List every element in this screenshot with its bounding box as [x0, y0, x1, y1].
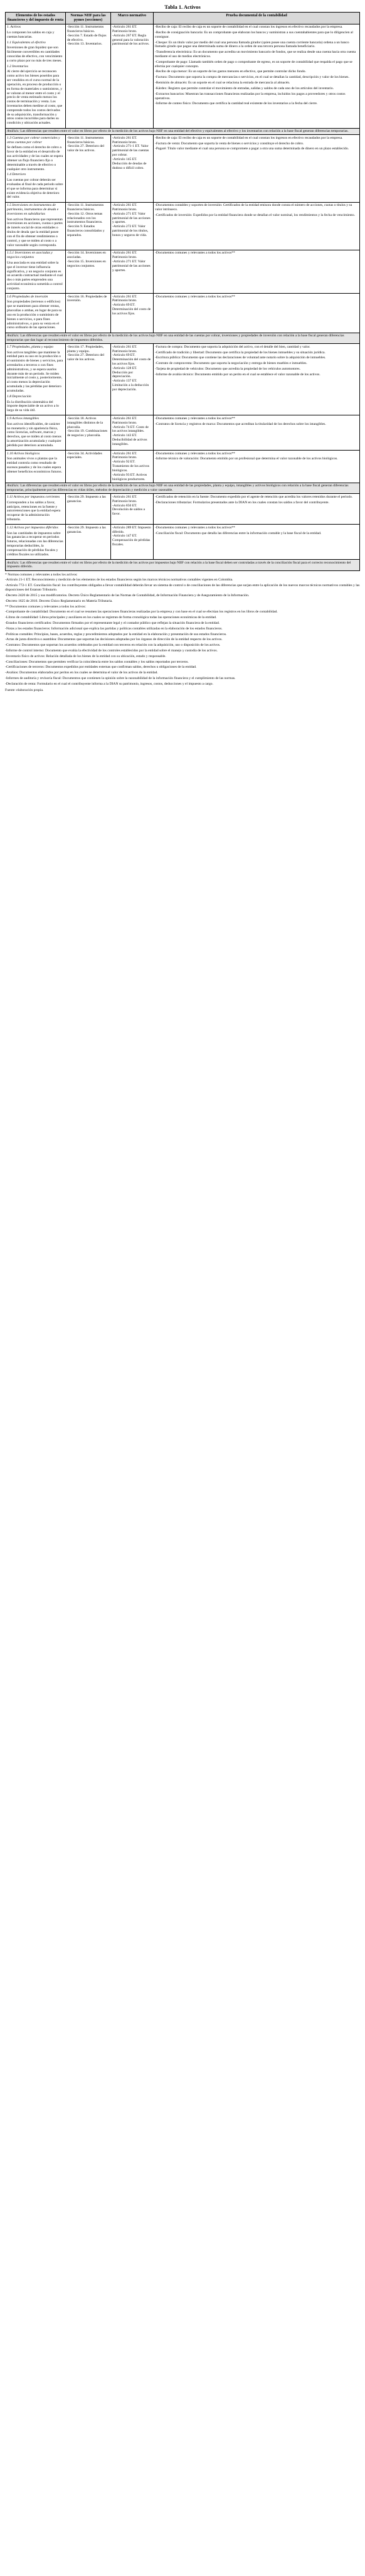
prueba-paragraph: -Documentos comunes y relevantes a todos los activos** [155, 525, 235, 530]
cell-marco [111, 525, 154, 560]
cell-prueba [154, 415, 360, 451]
cell-elemento [6, 344, 66, 415]
cell-prueba [154, 344, 360, 415]
footnote-line: -Conciliaciones: Documentos que permiten verificar la coincidencia entre los saldos contables y los saldos reportados por terceros. [5, 660, 189, 664]
table-row [6, 135, 360, 202]
prueba-paragraph: -Comprobante de pago: Llamado también orden de pago o comprobante de egreso, es un soporte de contabilidad que respalda el pago que se efectúa por cualquier concepto. [155, 60, 352, 68]
cell-secciones [66, 344, 111, 415]
prueba-paragraph: -Informe de avalúo técnico: Documento emitido por un perito en el cual se establece el valor razonable de los activos. [155, 372, 320, 377]
cell-secciones [66, 294, 111, 333]
source-text: Fuente: elaboración propia. [5, 688, 44, 692]
elemento-paragraph: Son animales vivos o plantas que la entidad controla como resultado de sucesos pasados y de los cuales espera obtener beneficios económicos futuros. [7, 457, 62, 474]
seccion-line: -Sección 29. Impuesto a las ganancias. [67, 525, 106, 534]
elemento-paragraph: Corresponden a los saldos a favor, anticipos, retenciones en la fuente y autorretenciones que la entidad espera recuperar de la administración tributaria. [7, 500, 61, 521]
table-row [6, 451, 360, 483]
prueba-paragraph: -Recibo de caja: El recibo de caja es un soporte de contabilidad en el cual constan los ingresos en efectivo recaudados por la empresa. [155, 25, 343, 29]
seccion-line: -Sección 7. Estado de flujos de efectivo. [67, 33, 107, 42]
seccion-line: -Sección 12. Otros temas relacionados con los instrumentos financieros. [67, 211, 103, 225]
cell-prueba [154, 451, 360, 483]
footnote-line: -Decreto 1625 de 2016. Decreto Único Reglamentario en Materia Tributaria. [5, 599, 113, 603]
seccion-line: -Sección 11. Instrumentos financieros básicos. [67, 203, 104, 211]
analysis-row [6, 560, 360, 571]
marco-line: -Artículo 261 ET. Patrimonio bruto. [112, 494, 137, 503]
marco-line: -Artículo 92 ET. Tratamiento de los activos biológicos. [112, 460, 149, 473]
footnote-line: -Libros de contabilidad: Libros principales y auxiliares en los cuales se registran de forma cronológica todas las operaciones económicas de la entidad. [5, 616, 217, 620]
analysis-cell [6, 128, 360, 135]
cell-secciones [66, 451, 111, 483]
prueba-paragraph: -Extractos bancarios: Muestran las transacciones financieras realizadas por la empresa, incluidos los pagos a proveedores y otros costos operativos. [155, 92, 346, 100]
cell-secciones [66, 24, 111, 128]
cell-prueba [154, 250, 360, 293]
cell-elemento [6, 525, 66, 560]
cell-marco [111, 202, 154, 250]
elemento-paragraph: Al cierre del ejercicio se reconocen como activo los bienes poseídos para ser vendidos en el curso normal de la operación, en proceso de producción o en forma de materiales o suministros, y se valoran al menor entre el costo y el precio de venta estimado menos los costos de terminación y venta. Los inventarios deben medirse al costo, que comprende todos los costos derivados de su adquisición, transformación y otros costos incurridos para darles su condición y ubicación actuales. [7, 70, 63, 126]
analysis-label: Análisis: [7, 334, 21, 338]
cell-secciones [66, 415, 111, 451]
elemento-paragraph: 1.5 Inversiones en instrumentos de patrimonio, instrumentos de deuda e inversiones en subsidiarias [7, 203, 59, 216]
prueba-paragraph: -Contrato de compraventa: Documento que soporta la negociación y entrega de bienes muebles e inmuebles. [155, 361, 307, 366]
elemento-paragraph: 1.8 Depreciación [7, 394, 31, 398]
marco-line: -Artículo 261 ET. Patrimonio bruto. [112, 416, 137, 425]
cell-marco [111, 344, 154, 415]
prueba-paragraph: -Escritura pública: Documento que contiene las declaraciones de voluntad ante notario sobre la adquisición de inmuebles. [155, 356, 326, 360]
cell-prueba [154, 294, 360, 333]
marco-line: -Artículo 145 ET. Deducción de deudas de dudoso o difícil cobro. [112, 157, 147, 170]
seccion-line: -Sección 11. Instrumentos financieros básicos. [67, 136, 104, 144]
marco-line: -Artículo 74 ET. Costo de los activos intangibles. [112, 425, 149, 434]
cell-prueba [154, 525, 360, 560]
table-row [6, 24, 360, 128]
cell-secciones [66, 202, 111, 250]
prueba-paragraph: -Remisión de almacén: Es un soporte en el cual se relaciona la entrada de mercancía al almacén. [155, 81, 290, 85]
cell-elemento [6, 250, 66, 293]
marco-line: -Artículo 267 ET. Regla general para la valoración patrimonial de los activos. [112, 33, 150, 46]
marco-line: -Artículo 128 ET. Deducción por depreciación. [112, 366, 137, 379]
elemento-paragraph: 1.3 Cuentas por cobrar comerciales y otras cuentas por cobrar [7, 136, 60, 144]
table-row [6, 494, 360, 525]
seccion-line: -Sección 15. Inversiones en negocios conjuntos. [67, 259, 106, 268]
prueba-paragraph: -Tarjeta de propiedad de vehículos: Documento que acredita la propiedad de los vehículos automotores. [155, 367, 300, 371]
cell-marco [111, 494, 154, 525]
footnote-line: -Decreto 2420 de 2015 y sus modificatorios. Decreto Único Reglamentario de las Normas de Contabilidad, de Información Financiera y de Aseguramiento de la Información. [5, 593, 250, 597]
prueba-paragraph: -Factura: Documento que soporta la compra de mercancías o servicios, en el cual se detallan la cantidad, descripción y valor de los bienes. [155, 75, 349, 80]
cell-elemento [6, 135, 66, 202]
elemento-paragraph: 1.1 Equivalentes al efectivo [7, 40, 46, 45]
footnote-line: -Informe de control interno: Documento que evalúa la efectividad de los controles establecidos por la entidad sobre el manejo y custodia de los activos. [5, 649, 218, 653]
marco-line: -Artículo 261 ET. Patrimonio bruto. [112, 136, 137, 144]
elemento-paragraph: Son las cantidades de impuestos sobre las ganancias a recuperar en periodos futuros, relacionadas con las diferencias temporarias deducibles, la compensación de pérdidas fiscales y créditos fiscales no utilizados. [7, 531, 63, 557]
marco-line: -Artículo 261 ET. Patrimonio bruto. [112, 451, 137, 460]
seccion-line: -Sección 34. Actividades especiales. [67, 451, 102, 460]
elemento-paragraph: 1.5.1 Inversiones en asociadas y negocios conjuntos [7, 251, 53, 260]
elemento-paragraph: Inversiones de gran liquidez que son fácilmente convertibles en cantidades conocidas de efectivo, con vencimiento a corto plazo por no más de tres meses. [7, 46, 63, 63]
elemento-paragraph: 1.12 Activos por impuestos diferidos [7, 525, 58, 530]
table-caption: Tabla 1. Activos [164, 4, 201, 10]
prueba-paragraph: -Documentos comunes y relevantes a todos los activos** [155, 294, 235, 299]
seccion-line: -Sección 19. Combinaciones de negocios y plusvalía. [67, 429, 108, 438]
seccion-line: -Sección 13. Inventarios. [67, 42, 102, 46]
table-header-row [6, 13, 360, 24]
prueba-paragraph: -Conciliación fiscal: Documento que detalla las diferencias entre la información contable y la base fiscal de la entidad. [155, 531, 322, 535]
seccion-line: -Sección 27. Deterioro del valor de los activos. [67, 144, 105, 153]
elemento-paragraph: 1.11 Activos por impuestos corrientes [7, 494, 60, 499]
elemento-paragraph: 1.9 Activos intangibles [7, 416, 40, 420]
cell-secciones [66, 494, 111, 525]
prueba-paragraph: -Declaraciones tributarias: Formularios presentados ante la DIAN en los cuales constan los saldos a favor del contribuyente. [155, 500, 329, 505]
footnote-line: -Artículo 772-1 ET. Conciliación fiscal: los contribuyentes obligados a llevar contabilidad deberán llevar un sistema de control o de conciliaciones de las diferencias que surjan entre la aplicación de los nuevos marcos técnicos normativos contables y las disposiciones del Estatuto Tributario. [5, 584, 360, 592]
elemento-paragraph: Son activos tangibles que mantiene la entidad para su uso en la producción o el suministro de bienes y servicios, para arrendarlos a terceros o con fines administrativos, y se espera usarlos durante más de un periodo. Se miden inicialmente al costo y, posteriormente, al costo menos la depreciación acumulada y las pérdidas por deterioro acumuladas. [7, 350, 63, 393]
cell-elemento [6, 494, 66, 525]
prueba-paragraph: -Certificado de tradición y libertad: Documento que certifica la propiedad de los bienes inmuebles y su situación jurídica. [155, 350, 325, 355]
elemento-paragraph: Lo componen los saldos en caja y cuentas bancarias. [7, 30, 55, 39]
cell-elemento [6, 415, 66, 451]
marco-line: -Artículo 69 ET. Determinación del costo de los activos fijos. [112, 303, 151, 316]
header-prueba: Prueba documental de la contabilidad [154, 13, 360, 24]
analysis-cell [6, 483, 360, 494]
cell-marco [111, 135, 154, 202]
seccion-line: -Sección 29. Impuesto a las ganancias. [67, 494, 106, 503]
footnote-line: * Normas comunes y relevantes a todos los activos: [5, 572, 78, 577]
cell-elemento [6, 294, 66, 333]
elemento-paragraph: Son activos identificables, de carácter no monetario y sin apariencia física, como licencias, software, marcas y derechos, que se miden al costo menos la amortización acumulada y cualquier pérdida por deterioro acumulada. [7, 422, 61, 447]
cell-marco [111, 294, 154, 333]
marco-line: -Artículo 261 ET. Patrimonio bruto. [112, 203, 137, 211]
prueba-paragraph: -Documentos contables y soportes de inversión: Certificados de la entidad emisora donde consta el número de acciones, cuotas o títulos y su valor intrínseco. [155, 203, 352, 211]
elemento-paragraph: 1.6 Propiedades de inversión [7, 294, 48, 299]
prueba-paragraph: -Documentos comunes y relevantes a todos los activos** [155, 451, 235, 456]
cell-secciones [66, 250, 111, 293]
seccion-line: -Sección 16. Propiedades de inversión. [67, 294, 107, 303]
analysis-text: Las diferencias que resulten entre el valor en libros por efecto de la medición de los activos bajo NIIF en una entidad del efectivo y equivalentes al efectivo y los inventarios con relación a la base fiscal generan diferencias temporarias. [20, 129, 349, 133]
cell-marco [111, 451, 154, 483]
prueba-paragraph: -Contratos de licencia y registros de marca: Documentos que acreditan la titularidad de los derechos sobre los intangibles. [155, 422, 326, 426]
prueba-paragraph: -Kárdex: Registro que permite controlar el movimiento de entradas, salidas y saldos de cada uno de los artículos del inventario. [155, 86, 334, 90]
marco-line: -Artículo 261 ET. Patrimonio bruto. [112, 345, 137, 353]
prueba-paragraph: -Informe de conteo físico: Documento que certifica la cantidad real existente de los inventarios a la fecha del cierre. [155, 102, 318, 106]
seccion-line: -Sección 18. Activos intangibles distintos de la plusvalía. [67, 416, 103, 429]
seccion-line: -Sección 17. Propiedades, planta y equipo. [67, 345, 104, 353]
table-row [6, 202, 360, 250]
table-row [6, 250, 360, 293]
prueba-paragraph: -Informe técnico de valoración: Documento emitido por un profesional que determina el valor razonable de los activos biológicos. [155, 457, 338, 461]
cell-prueba [154, 24, 360, 128]
cell-elemento [6, 202, 66, 250]
analysis-text: Las diferencias que resulten entre el valor en libros por efecto de la medición de los activos bajo NIIF en una entidad de las propiedades, planta y equipo, intangibles y activos biológicos con relación a la base fiscal generan diferencias temporarias, principalmente por las diferencias en vidas útiles, métodos de depreciación y medición a valor razonable. [7, 484, 349, 493]
table-row [6, 415, 360, 451]
activos-table [5, 12, 360, 571]
marco-line: -Artículo 143 ET. Deducibilidad de activos intangibles. [112, 434, 147, 446]
cell-prueba [154, 202, 360, 250]
cell-prueba [154, 135, 360, 202]
analysis-label: Análisis: [7, 560, 21, 565]
elemento-paragraph: Son propiedades (terrenos o edificios) que se mantienen para obtener rentas, plusvalías o ambas, en lugar de para su uso en la producción o suministro de bienes o servicios, o para fines administrativos, o para su venta en el curso ordinario de las operaciones. [7, 300, 62, 330]
seccion-line: -Sección 11. Instrumentos financieros básicos. [67, 25, 104, 33]
footnote-line: -Certificaciones de terceros: Documentos expedidos por entidades externas que confirman saldos, derechos u obligaciones de la entidad. [5, 665, 197, 670]
cell-secciones [66, 135, 111, 202]
marco-line: -Artículo 261 ET. Patrimonio bruto. [112, 25, 137, 33]
marco-line: -Artículo 261 ET. Patrimonio bruto. [112, 294, 137, 303]
footnote-line: -Artículo 21-1 ET. Reconocimiento y medición de los elementos de los estados financieros según los marcos técnicos normativos contables vigentes en Colombia. [5, 578, 233, 582]
prueba-paragraph: -Certificados de inversión: Expedidos por la entidad financiera donde se detallan el valor nominal, los rendimientos y la fecha de vencimiento. [155, 213, 356, 217]
footnote-line: -Declaración de renta: Formulario en el cual el contribuyente informa a la DIAN su patrimonio, ingresos, costos, deducciones y el impuesto a cargo. [5, 681, 213, 686]
cell-prueba [154, 494, 360, 525]
analysis-text: Las diferencias que resulten entre el valor en libros por efecto de la medición de los activos bajo NIIF en una entidad de las cuentas por cobrar, inversiones y propiedades de inversión con relación a la base fiscal generan diferencias temporarias que dan lugar al reconocimiento de impuestos diferidos. [7, 334, 344, 342]
elemento-paragraph: 1.2 Inventarios [7, 64, 28, 68]
cell-marco [111, 415, 154, 451]
analysis-text: Las diferencias que resulten entre el valor en libros por efecto de la medición de los activos por impuestos bajo NIIF con relación a la base fiscal deben ser controladas a través de la conciliación fiscal para el correcto reconocimiento del impuesto diferido. [7, 560, 351, 569]
marco-line: -Artículo 147 ET. Compensación de pérdidas fiscales. [112, 534, 151, 547]
footnote-line: ** Documentos comunes y relevantes a todos los activos: [5, 604, 86, 609]
marco-line: -Artículo 271 ET. Valor patrimonial de las acciones y aportes. [112, 259, 151, 272]
marco-line: -Artículo 271 ET. Valor patrimonial de las acciones y aportes. [112, 211, 151, 225]
document-page [5, 0, 360, 693]
analysis-cell [6, 560, 360, 571]
footnote-line: -Inventario físico de activos: Relación detallada de los bienes de la entidad con su ubicación, estado y responsable. [5, 654, 166, 658]
footnote-line: -Estados financieros certificados: Documentos firmados por el representante legal y el contador público que reflejan la situación financiera de la entidad. [5, 621, 220, 625]
elemento-paragraph: 1. Activos [7, 25, 21, 29]
table-row [6, 294, 360, 333]
footnote-line: -Avalúos: Documentos elaborados por peritos en los cuales se determina el valor de los activos de la entidad. [5, 671, 158, 675]
elemento-paragraph: 1.4 Deterioro [7, 173, 26, 177]
table-body [6, 24, 360, 570]
cell-marco [111, 250, 154, 293]
header-secciones: Normas NIIF para las pymes (secciones) [66, 13, 111, 24]
header-marco: Marco normativo [111, 13, 154, 24]
marco-line: -Artículo 289 ET. Impuesto diferido. [112, 525, 151, 534]
marco-line: -Artículo 137 ET. Limitación a la deducción por depreciación. [112, 379, 149, 392]
elemento-paragraph: Las cuentas por cobrar deberán ser evaluadas al final de cada periodo sobre el que se informa para determinar si existe evidencia objetiva de deterioro del valor. [7, 178, 63, 200]
analysis-cell [6, 333, 360, 344]
marco-line: -Artículo 272 ET. Valor patrimonial de los títulos, bonos y seguros de vida. [112, 225, 149, 237]
elemento-paragraph: Es la distribución sistemática del importe depreciable de un activo a lo largo de su vida útil. [7, 400, 59, 413]
footnote-line: -Comprobante de contabilidad: Documento en el cual se resumen las operaciones financieras realizadas por la empresa y con base en el cual se efectúan los registros en los libros de contabilidad. [5, 610, 278, 614]
prueba-paragraph: -Transferencia electrónica: Es un documento que acredita un movimiento bancario de fondos, que se realiza desde una cuenta hacia otra cuenta mediante el uso de medios electrónicos. [155, 50, 356, 58]
prueba-paragraph: -Recibo de consignación bancaria: Es un comprobante que elaboran los bancos y suministran a sus cuentahabientes para que lo diligencien al consignar. [155, 30, 353, 39]
elemento-paragraph: 1.10 Activos biológicos [7, 451, 40, 456]
seccion-line: -Sección 9. Estados financieros consolidados y separados. [67, 225, 105, 237]
prueba-paragraph: -Recibo de caja: El recibo de caja es un soporte de contabilidad en el cual constan los ingresos en efectivo recaudados por la empresa. [155, 136, 343, 140]
prueba-paragraph: -Documentos comunes y relevantes a todos los activos** [155, 251, 235, 255]
cell-marco [111, 24, 154, 128]
analysis-label: Análisis: [7, 484, 21, 488]
seccion-line: -Sección 14. Inversiones en asociadas. [67, 251, 106, 260]
seccion-line: -Sección 27. Deterioro del valor de los activos. [67, 353, 105, 362]
prueba-paragraph: -Documentos comunes y relevantes a todos los activos** [155, 416, 235, 420]
marco-line: -Artículo 69 ET. Determinación del costo de los activos fijos. [112, 353, 151, 366]
analysis-label: Análisis: [7, 129, 21, 133]
prueba-paragraph: -Recibo de caja menor: Es un soporte de los gastos menores en efectivo, que permite controlar dicho fondo. [155, 70, 306, 74]
elemento-paragraph: Una asociada es una entidad sobre la que el inversor tiene influencia significativa, y un negocio conjunto es un acuerdo contractual mediante el cual dos o más partes emprenden una actividad económica sometida a control conjunto. [7, 260, 63, 291]
elemento-paragraph: Se definen como el derecho de cobro a favor de la entidad en el desarrollo de sus actividades y de las cuales se espera obtener un flujo financiero fijo o determinable a través de efectivo o cualquier otro instrumento. [7, 146, 63, 171]
elemento-paragraph: 1.7 Propiedades, planta y equipo [7, 345, 54, 349]
elemento-paragraph: Son activos financieros que representan inversiones en acciones, cuotas o partes de interés social de otras entidades o títulos de deuda que la entidad posee con el fin de obtener rendimientos o control, y que se miden al costo o a valor razonable según corresponda. [7, 217, 63, 247]
source-note [5, 688, 360, 693]
analysis-row [6, 333, 360, 344]
cell-elemento [6, 451, 66, 483]
marco-line: -Artículo 271-1 ET. Valor patrimonial de las cuentas por cobrar. [112, 144, 149, 158]
footnotes [5, 573, 360, 687]
marco-line: -Artículo 261 ET. Patrimonio bruto. [112, 251, 137, 260]
footnote-line: -Políticas contables: Principios, bases, acuerdos, reglas y procedimientos adoptados por la entidad en la elaboración y presentación de sus estados financieros. [5, 632, 227, 636]
prueba-paragraph: -Pagaré: Título valor mediante el cual una persona se compromete a pagar a otra una suma determinada de dinero en un plazo establecido. [155, 147, 349, 151]
prueba-paragraph: -Factura de venta: Documento que soporta la venta de bienes o servicios y constituye el derecho de cobro. [155, 141, 304, 146]
prueba-paragraph: -Certificados de retención en la fuente: Documento expedido por el agente de retención que acredita los valores retenidos durante el periodo. [155, 494, 353, 499]
prueba-paragraph: -Factura de compra: Documento que soporta la adquisición del activo, con el detalle del bien, cantidad y valor. [155, 345, 310, 349]
prueba-paragraph: -Cheque: Es un título valor por medio del cual una persona llamada girador (quien posee una cuenta corriente bancaria) ordena a un banco llamado girado que pague una determinada suma de dinero a la orden de una tercera persona llamada beneficiario. [155, 40, 349, 49]
analysis-row [6, 128, 360, 135]
footnote-line: -Contratos: Documentos que soportan los acuerdos celebrados por la entidad con terceros en relación con la adquisición, uso o disposición de los activos. [5, 643, 221, 648]
footnote-line: -Actas de junta directiva o asamblea: Documentos que soportan las decisiones adoptadas por los órganos de dirección de la entidad respecto de los activos. [5, 638, 223, 642]
table-row [6, 525, 360, 560]
footnote-line: -Notas a los estados financieros: Información adicional que explica las partidas y políticas contables utilizadas en la elaboración de los estados financieros. [5, 626, 223, 631]
cell-elemento [6, 24, 66, 128]
table-row [6, 344, 360, 415]
marco-line: -Artículo 850 ET. Devolución de saldos a favor. [112, 503, 145, 516]
marco-line: -Artículo 93 ET. Activos biológicos productores. [112, 473, 147, 481]
footnote-line: -Informes de auditoría y revisoría fiscal: Documentos que contienen la opinión sobre la razonabilidad de la información financiera y el cumplimiento de las normas. [5, 676, 236, 681]
analysis-row [6, 483, 360, 494]
cell-secciones [66, 525, 111, 560]
header-elementos: Elementos de los estados financieros y del impuesto de renta [6, 13, 66, 24]
